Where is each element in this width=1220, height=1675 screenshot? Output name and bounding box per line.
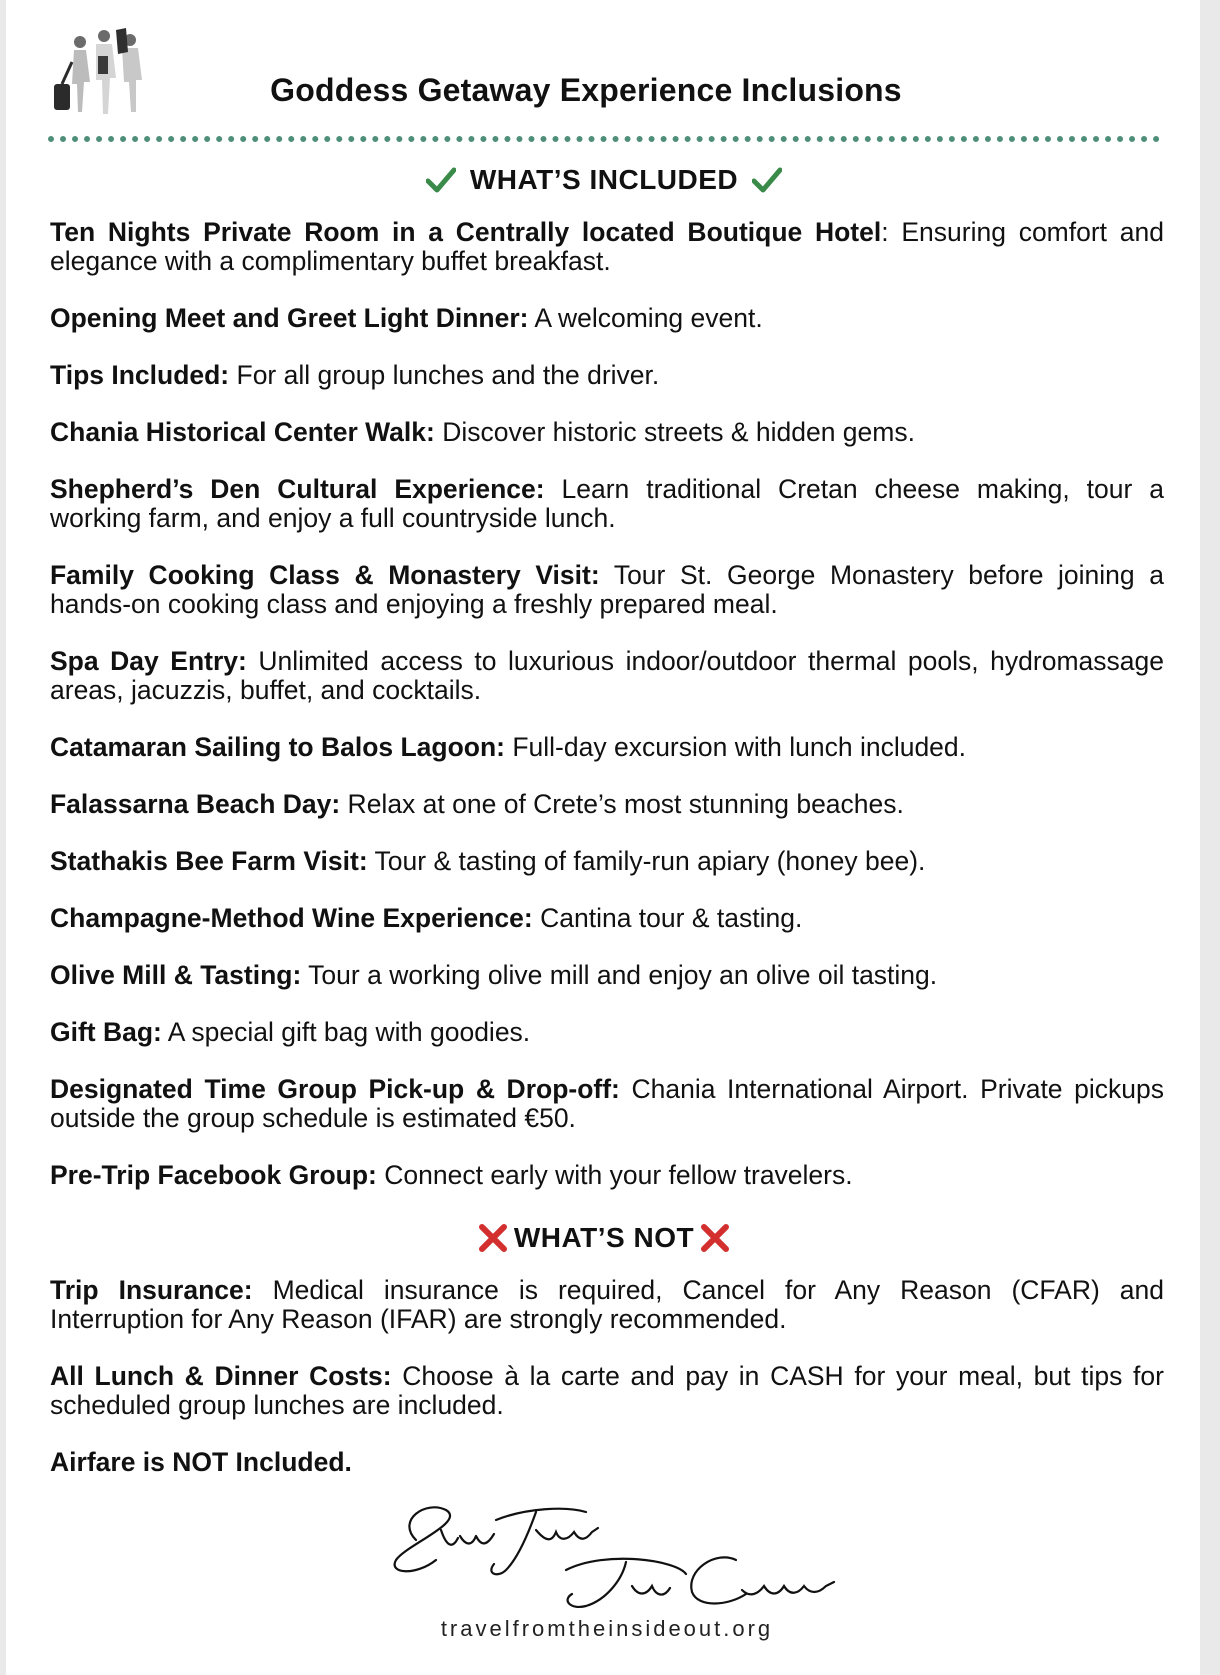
item-text: Full-day excursion with lunch included. (504, 732, 967, 762)
list-item (50, 847, 1164, 876)
excluded-heading (48, 1222, 1160, 1254)
cross-icon (700, 1223, 730, 1253)
list-item (50, 418, 1164, 447)
signature-logo (386, 1490, 866, 1620)
item-label: Pre-Trip Facebook Group: (50, 1160, 377, 1190)
list-item (50, 1075, 1164, 1133)
list-item (50, 475, 1164, 533)
item-label: Chania Historical Center Walk: (50, 417, 435, 447)
item-label: Opening Meet and Greet Light Dinner: (50, 303, 529, 333)
included-list (50, 218, 1164, 1218)
check-icon (752, 167, 782, 193)
item-label: Catamaran Sailing to Balos Lagoon: (50, 732, 505, 762)
dotted-divider (48, 136, 1160, 142)
item-text: Medical insurance is required, Cancel for Any Reason (CFAR) and Interruption for Any Reason (IFAR) are strongly recommended. (50, 1275, 1165, 1334)
list-item (50, 561, 1164, 619)
item-label: Designated Time Group Pick-up & Drop-off: (50, 1074, 620, 1104)
excluded-list (50, 1276, 1164, 1505)
list-item (50, 904, 1164, 933)
item-text: Chania International Airport. Private pickups outside the group schedule is estimated €50. (50, 1074, 1164, 1133)
item-label: Champagne-Method Wine Experience: (50, 903, 533, 933)
included-heading (48, 164, 1160, 196)
item-text: Tour St. George Monastery before joining a hands-on cooking class and enjoying a freshly prepared meal. (50, 560, 1165, 619)
list-item (50, 733, 1164, 762)
list-item: Ten Nights Private Room in a Centrally located Boutique Hotel: Ensuring comfort and elegance with a complimentary buffet breakfast. (50, 217, 1164, 276)
item-text: For all group lunches and the driver. (229, 360, 660, 390)
item-label: Trip Insurance: (50, 1275, 253, 1305)
item-text: A special gift bag with goodies. (161, 1017, 531, 1047)
item-label: Tips Included: (50, 360, 230, 390)
list-item (50, 1018, 1164, 1047)
item-label: Ten Nights Private Room in a Centrally located Boutique Hotel (50, 217, 882, 247)
item-label: Airfare is NOT Included. (50, 1447, 352, 1477)
item-label: Olive Mill & Tasting: (50, 960, 302, 990)
item-text: Tour a working olive mill and enjoy an olive oil tasting. (301, 960, 938, 990)
item-text: Cantina tour & tasting. (532, 903, 803, 933)
list-item (50, 1448, 1164, 1477)
item-text: Ensuring comfort and elegance with a complimentary buffet breakfast. (50, 217, 1164, 276)
item-text: Discover historic streets & hidden gems. (434, 417, 915, 447)
item-text: Learn traditional Cretan cheese making, tour a working farm, and enjoy a full countryside lunch. (50, 474, 1164, 533)
cross-icon (478, 1223, 508, 1253)
list-item (50, 1276, 1164, 1334)
included-heading-text: WHAT’S INCLUDED (469, 164, 739, 195)
page (6, 0, 1200, 1675)
item-label: Shepherd’s Den Cultural Experience: (50, 474, 545, 504)
excluded-heading-text: WHAT’S NOT (513, 1222, 695, 1253)
item-label: Family Cooking Class & Monastery Visit: (50, 560, 600, 590)
list-item (50, 647, 1164, 705)
item-label: Gift Bag: (50, 1017, 162, 1047)
website-url: travelfromtheinsideout.org (440, 1616, 774, 1641)
item-text: Unlimited access to luxurious indoor/outdoor thermal pools, hydromassage areas, jacuzzis, buffet, and cocktails. (50, 646, 1164, 705)
list-item (50, 790, 1164, 819)
page-title: Goddess Getaway Experience Inclusions (270, 72, 902, 108)
item-text: Tour & tasting of family-run apiary (honey bee). (367, 846, 926, 876)
item-label: All Lunch & Dinner Costs: (50, 1361, 392, 1391)
item-text: Choose à la carte and pay in CASH for your meal, but tips for scheduled group lunches are included. (50, 1361, 1164, 1420)
list-item (50, 361, 1164, 390)
item-text: Connect early with your fellow travelers. (376, 1160, 853, 1190)
list-item (50, 961, 1164, 990)
item-label: Spa Day Entry: (50, 646, 247, 676)
check-icon (426, 167, 456, 193)
item-text: Relax at one of Crete’s most stunning beaches. (340, 789, 904, 819)
list-item (50, 304, 1164, 333)
item-text: A welcoming event. (528, 303, 763, 333)
item-label: Stathakis Bee Farm Visit: (50, 846, 368, 876)
list-item (50, 1161, 1164, 1190)
list-item (50, 1362, 1164, 1420)
item-label: Falassarna Beach Day: (50, 789, 341, 819)
